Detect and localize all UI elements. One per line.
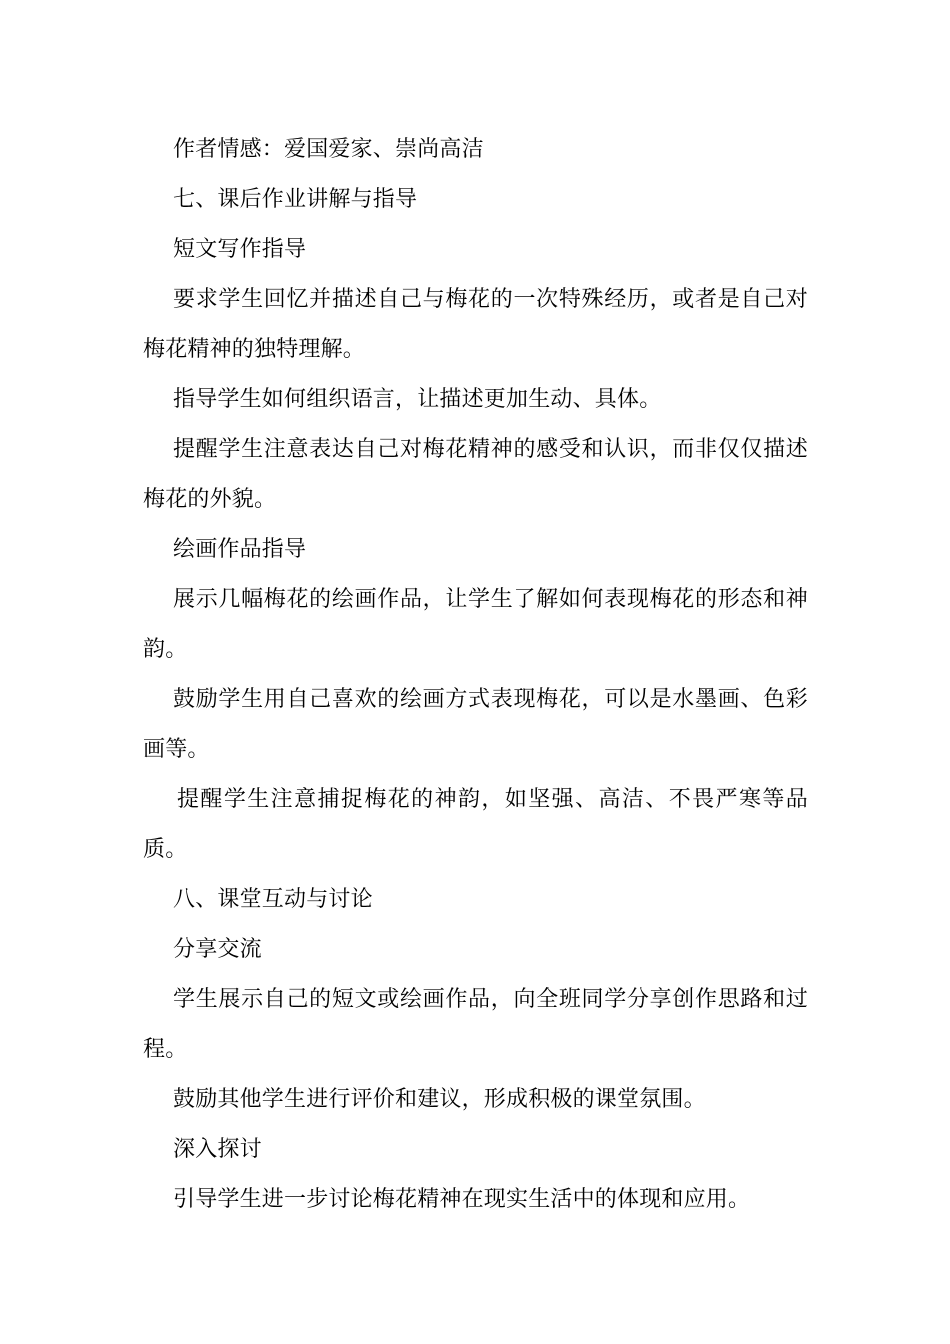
subheading-sharing: 分享交流 [173, 937, 262, 962]
subheading-deep-discussion: 深入探讨 [173, 1137, 262, 1162]
paragraph-author-emotion: 作者情感：爱国爱家、崇尚高洁 [173, 137, 484, 162]
subheading-essay-guidance: 短文写作指导 [173, 237, 307, 262]
subheading-painting-guidance: 绘画作品指导 [173, 537, 307, 562]
document-body [143, 125, 808, 1225]
paragraph-students-share: 学生展示自己的短文或绘画作品，向全班同学分享创作思路和过程。 [143, 987, 808, 1062]
paragraph-essay-requirement: 要求学生回忆并描述自己与梅花的一次特殊经历，或者是自己对梅花精神的独特理解。 [143, 287, 808, 362]
paragraph-encourage-painting: 鼓励学生用自己喜欢的绘画方式表现梅花，可以是水墨画、色彩画等。 [143, 687, 808, 762]
paragraph-expression-reminder: 提醒学生注意表达自己对梅花精神的感受和认识，而非仅仅描述梅花的外貌。 [143, 437, 808, 512]
section-heading-interaction: 八、课堂互动与讨论 [173, 887, 373, 912]
paragraph-capture-charm: 提醒学生注意捕捉梅花的神韵，如坚强、高洁、不畏严寒等品质。 [143, 787, 808, 862]
paragraph-show-paintings: 展示几幅梅花的绘画作品，让学生了解如何表现梅花的形态和神韵。 [143, 587, 808, 662]
paragraph-discussion-guidance: 引导学生进一步讨论梅花精神在现实生活中的体现和应用。 [173, 1187, 751, 1212]
section-heading-homework: 七、课后作业讲解与指导 [173, 187, 418, 212]
paragraph-peer-evaluation: 鼓励其他学生进行评价和建议，形成积极的课堂氛围。 [173, 1087, 706, 1112]
paragraph-language-guidance: 指导学生如何组织语言，让描述更加生动、具体。 [173, 387, 662, 412]
